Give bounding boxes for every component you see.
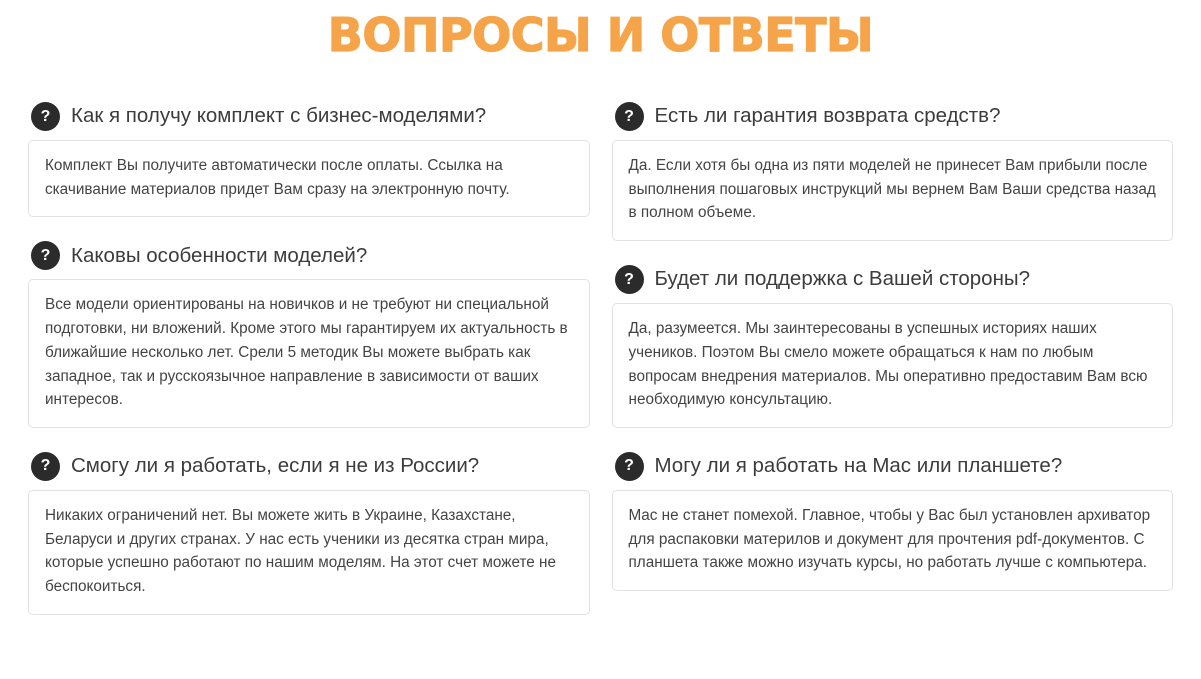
- faq-question-header[interactable]: [28, 241, 590, 270]
- faq-question-header[interactable]: [612, 102, 1174, 131]
- faq-question-header[interactable]: [612, 265, 1174, 294]
- faq-item[interactable]: [28, 102, 590, 217]
- faq-item[interactable]: [28, 241, 590, 428]
- question-mark-icon: ?: [31, 241, 60, 270]
- question-mark-icon: ?: [31, 102, 60, 131]
- faq-question-text: Как я получу комплект с бизнес-моделями?: [71, 104, 487, 128]
- faq-item[interactable]: [612, 102, 1174, 241]
- faq-answer-text: Комплект Вы получите автоматически после оплаты. Ссылка на скачивание материалов придет Вам сразу на электронную почту.: [45, 157, 510, 198]
- faq-answer-text: Да. Если хотя бы одна из пяти моделей не принесет Вам прибыли после выполнения пошаговых инструкций мы вернем Вам Ваши средства назад в полном объеме.: [628, 157, 1156, 222]
- faq-answer-text: Все модели ориентированы на новичков и не требуют ни специальной подготовки, ни вложений. Кроме этого мы гарантируем их актуальность в ближайшие несколько лет. Срели 5 методик Вы можете выбрать как западное, так и русскоязычное направление в зависимости от ваших интересов.: [45, 296, 568, 409]
- faq-answer-box: [28, 279, 590, 428]
- faq-column-right: [612, 102, 1174, 639]
- faq-question-text: Смогу ли я работать, если я не из России?: [71, 454, 480, 478]
- faq-item[interactable]: [612, 265, 1174, 428]
- faq-question-header[interactable]: [28, 452, 590, 481]
- question-mark-icon: ?: [615, 452, 644, 481]
- faq-answer-box: [28, 490, 590, 615]
- question-mark-icon: ?: [31, 452, 60, 481]
- faq-question-text: Могу ли я работать на Mac или планшете?: [654, 454, 1063, 478]
- faq-answer-text: Mac не станет помехой. Главное, чтобы у Вас был установлен архиватор для распаковки материлов и документ для прочтения pdf-документов. С планшета также можно изучать курсы, но работать лучше с компьютера.: [628, 506, 1151, 572]
- faq-item[interactable]: [28, 452, 590, 615]
- faq-answer-box: [28, 140, 590, 217]
- faq-question-text: Будет ли поддержка с Вашей стороны?: [654, 267, 1031, 291]
- faq-answer-text: Никаких ограничений нет. Вы можете жить в Украине, Казахстане, Беларуси и других странах. У нас есть ученики из десятка стран мира, которые успешно работают по нашим моделям. На этот счет можете не беспокоиться.: [45, 506, 556, 596]
- question-mark-icon: ?: [615, 265, 644, 294]
- faq-question-text: Каковы особенности моделей?: [71, 243, 368, 267]
- faq-column-left: [28, 102, 590, 639]
- faq-question-text: Есть ли гарантия возврата средств?: [654, 104, 1001, 128]
- faq-answer-box: [612, 140, 1174, 241]
- faq-question-header[interactable]: [28, 102, 590, 131]
- faq-answer-text: Да, разумеется. Мы заинтересованы в успешных историях наших учеников. Поэтом Вы смело можете обращаться к нам по любым вопросам внедрения материалов. Мы оперативно предоставим Вам всю необходимую консультацию.: [628, 320, 1148, 409]
- faq-answer-box: [612, 303, 1174, 428]
- page-title: ВОПРОСЫ И ОТВЕТЫ: [327, 8, 874, 62]
- faq-grid: [0, 102, 1201, 639]
- faq-question-header[interactable]: [612, 452, 1174, 481]
- faq-item[interactable]: [612, 452, 1174, 591]
- faq-answer-box: [612, 490, 1174, 591]
- question-mark-icon: ?: [615, 102, 644, 131]
